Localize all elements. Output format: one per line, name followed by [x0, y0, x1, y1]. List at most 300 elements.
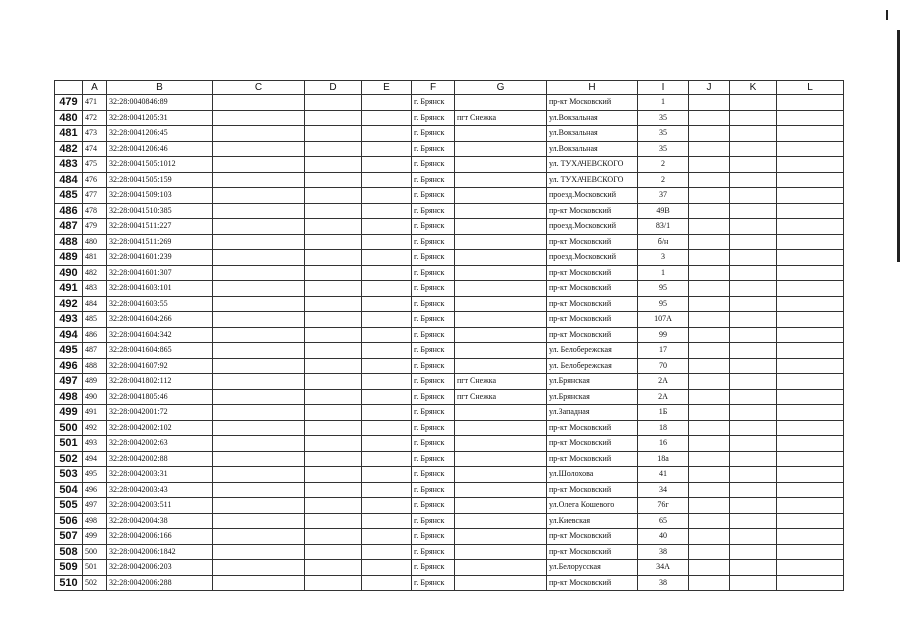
cell-j[interactable] — [689, 451, 730, 467]
cell-a[interactable]: 473 — [83, 126, 107, 142]
cell-l[interactable] — [777, 281, 844, 297]
cell-j[interactable] — [689, 389, 730, 405]
cell-j[interactable] — [689, 110, 730, 126]
cell-c[interactable] — [213, 188, 305, 204]
cell-c[interactable] — [213, 234, 305, 250]
cell-d[interactable] — [305, 343, 362, 359]
cell-i[interactable]: 83/1 — [638, 219, 689, 235]
cell-l[interactable] — [777, 157, 844, 173]
cell-g[interactable]: пгт Снежка — [455, 110, 547, 126]
cell-k[interactable] — [730, 172, 777, 188]
cell-h[interactable]: пр-кт Московский — [547, 544, 638, 560]
cell-f[interactable]: г. Брянск — [412, 389, 455, 405]
cell-e[interactable] — [362, 451, 412, 467]
cell-f[interactable]: г. Брянск — [412, 498, 455, 514]
cell-l[interactable] — [777, 405, 844, 421]
cell-c[interactable] — [213, 420, 305, 436]
cell-b[interactable]: 32:28:0042006:203 — [107, 560, 213, 576]
cell-e[interactable] — [362, 560, 412, 576]
cell-e[interactable] — [362, 436, 412, 452]
cell-a[interactable]: 472 — [83, 110, 107, 126]
cell-k[interactable] — [730, 126, 777, 142]
row-number[interactable]: 481 — [55, 126, 83, 142]
cell-g[interactable] — [455, 234, 547, 250]
cell-h[interactable]: ул.Вокзальная — [547, 126, 638, 142]
cell-e[interactable] — [362, 327, 412, 343]
cell-i[interactable]: 65 — [638, 513, 689, 529]
cell-e[interactable] — [362, 188, 412, 204]
cell-i[interactable]: 2А — [638, 389, 689, 405]
row-number[interactable]: 507 — [55, 529, 83, 545]
cell-l[interactable] — [777, 172, 844, 188]
cell-h[interactable]: ул. Белобережская — [547, 343, 638, 359]
cell-d[interactable] — [305, 141, 362, 157]
cell-c[interactable] — [213, 157, 305, 173]
cell-l[interactable] — [777, 544, 844, 560]
cell-g[interactable] — [455, 405, 547, 421]
row-number[interactable]: 496 — [55, 358, 83, 374]
cell-j[interactable] — [689, 420, 730, 436]
cell-l[interactable] — [777, 343, 844, 359]
cell-h[interactable]: пр-кт Московский — [547, 327, 638, 343]
cell-h[interactable]: пр-кт Московский — [547, 529, 638, 545]
cell-l[interactable] — [777, 219, 844, 235]
cell-k[interactable] — [730, 188, 777, 204]
cell-k[interactable] — [730, 110, 777, 126]
cell-l[interactable] — [777, 498, 844, 514]
cell-k[interactable] — [730, 529, 777, 545]
cell-d[interactable] — [305, 296, 362, 312]
column-header-c[interactable]: C — [213, 81, 305, 95]
cell-b[interactable]: 32:28:0041603:101 — [107, 281, 213, 297]
cell-g[interactable] — [455, 141, 547, 157]
cell-d[interactable] — [305, 327, 362, 343]
row-number[interactable]: 483 — [55, 157, 83, 173]
cell-k[interactable] — [730, 203, 777, 219]
cell-g[interactable] — [455, 327, 547, 343]
cell-g[interactable] — [455, 265, 547, 281]
cell-a[interactable]: 475 — [83, 157, 107, 173]
cell-l[interactable] — [777, 436, 844, 452]
cell-c[interactable] — [213, 126, 305, 142]
row-number[interactable]: 502 — [55, 451, 83, 467]
row-number[interactable]: 485 — [55, 188, 83, 204]
cell-k[interactable] — [730, 312, 777, 328]
cell-l[interactable] — [777, 296, 844, 312]
cell-c[interactable] — [213, 312, 305, 328]
cell-a[interactable]: 489 — [83, 374, 107, 390]
cell-h[interactable]: пр-кт Московский — [547, 312, 638, 328]
cell-h[interactable]: ул. Белобережская — [547, 358, 638, 374]
cell-h[interactable]: ул.Западная — [547, 405, 638, 421]
row-number[interactable]: 491 — [55, 281, 83, 297]
cell-d[interactable] — [305, 172, 362, 188]
cell-c[interactable] — [213, 405, 305, 421]
cell-i[interactable]: 3 — [638, 250, 689, 266]
cell-e[interactable] — [362, 529, 412, 545]
cell-d[interactable] — [305, 95, 362, 111]
cell-e[interactable] — [362, 296, 412, 312]
cell-b[interactable]: 32:28:0041510:385 — [107, 203, 213, 219]
cell-a[interactable]: 481 — [83, 250, 107, 266]
cell-l[interactable] — [777, 234, 844, 250]
row-number[interactable]: 500 — [55, 420, 83, 436]
cell-i[interactable]: 95 — [638, 296, 689, 312]
cell-g[interactable] — [455, 296, 547, 312]
cell-b[interactable]: 32:28:0041805:46 — [107, 389, 213, 405]
cell-f[interactable]: г. Брянск — [412, 451, 455, 467]
cell-c[interactable] — [213, 110, 305, 126]
cell-g[interactable] — [455, 281, 547, 297]
cell-j[interactable] — [689, 141, 730, 157]
cell-j[interactable] — [689, 529, 730, 545]
cell-k[interactable] — [730, 482, 777, 498]
cell-e[interactable] — [362, 405, 412, 421]
cell-k[interactable] — [730, 513, 777, 529]
cell-d[interactable] — [305, 265, 362, 281]
cell-i[interactable]: 107А — [638, 312, 689, 328]
cell-g[interactable] — [455, 157, 547, 173]
cell-b[interactable]: 32:28:0041205:31 — [107, 110, 213, 126]
cell-e[interactable] — [362, 374, 412, 390]
cell-l[interactable] — [777, 141, 844, 157]
cell-i[interactable]: 41 — [638, 467, 689, 483]
cell-j[interactable] — [689, 265, 730, 281]
cell-i[interactable]: 70 — [638, 358, 689, 374]
cell-b[interactable]: 32:28:0041603:55 — [107, 296, 213, 312]
cell-b[interactable]: 32:28:0041206:45 — [107, 126, 213, 142]
cell-k[interactable] — [730, 436, 777, 452]
cell-h[interactable]: пр-кт Московский — [547, 436, 638, 452]
cell-c[interactable] — [213, 141, 305, 157]
cell-j[interactable] — [689, 575, 730, 591]
cell-g[interactable] — [455, 126, 547, 142]
cell-h[interactable]: ул.Шолохова — [547, 467, 638, 483]
cell-f[interactable]: г. Брянск — [412, 327, 455, 343]
cell-d[interactable] — [305, 234, 362, 250]
cell-i[interactable]: 40 — [638, 529, 689, 545]
cell-j[interactable] — [689, 234, 730, 250]
cell-c[interactable] — [213, 250, 305, 266]
cell-j[interactable] — [689, 250, 730, 266]
row-number[interactable]: 509 — [55, 560, 83, 576]
cell-i[interactable]: 1Б — [638, 405, 689, 421]
cell-b[interactable]: 32:28:0041206:46 — [107, 141, 213, 157]
cell-f[interactable]: г. Брянск — [412, 544, 455, 560]
cell-d[interactable] — [305, 420, 362, 436]
row-number[interactable]: 510 — [55, 575, 83, 591]
cell-e[interactable] — [362, 157, 412, 173]
row-number[interactable]: 504 — [55, 482, 83, 498]
cell-g[interactable] — [455, 203, 547, 219]
cell-i[interactable]: 35 — [638, 126, 689, 142]
cell-g[interactable] — [455, 312, 547, 328]
cell-f[interactable]: г. Брянск — [412, 296, 455, 312]
cell-d[interactable] — [305, 467, 362, 483]
cell-e[interactable] — [362, 172, 412, 188]
row-number[interactable]: 484 — [55, 172, 83, 188]
cell-l[interactable] — [777, 327, 844, 343]
cell-b[interactable]: 32:28:0041511:269 — [107, 234, 213, 250]
row-number[interactable]: 505 — [55, 498, 83, 514]
cell-e[interactable] — [362, 482, 412, 498]
cell-j[interactable] — [689, 343, 730, 359]
row-number[interactable]: 486 — [55, 203, 83, 219]
cell-b[interactable]: 32:28:0042006:166 — [107, 529, 213, 545]
cell-f[interactable]: г. Брянск — [412, 234, 455, 250]
cell-l[interactable] — [777, 467, 844, 483]
cell-h[interactable]: пр-кт Московский — [547, 296, 638, 312]
cell-e[interactable] — [362, 281, 412, 297]
cell-b[interactable]: 32:28:0042004:38 — [107, 513, 213, 529]
cell-c[interactable] — [213, 265, 305, 281]
row-number[interactable]: 492 — [55, 296, 83, 312]
cell-k[interactable] — [730, 234, 777, 250]
cell-b[interactable]: 32:28:0042003:43 — [107, 482, 213, 498]
cell-e[interactable] — [362, 389, 412, 405]
row-number[interactable]: 495 — [55, 343, 83, 359]
cell-l[interactable] — [777, 126, 844, 142]
cell-h[interactable]: пр-кт Московский — [547, 265, 638, 281]
cell-e[interactable] — [362, 141, 412, 157]
cell-f[interactable]: г. Брянск — [412, 172, 455, 188]
cell-f[interactable]: г. Брянск — [412, 188, 455, 204]
row-number[interactable]: 501 — [55, 436, 83, 452]
cell-d[interactable] — [305, 451, 362, 467]
cell-b[interactable]: 32:28:0041604:342 — [107, 327, 213, 343]
cell-c[interactable] — [213, 560, 305, 576]
column-header-i[interactable]: I — [638, 81, 689, 95]
cell-d[interactable] — [305, 498, 362, 514]
cell-e[interactable] — [362, 250, 412, 266]
cell-i[interactable]: 49В — [638, 203, 689, 219]
cell-i[interactable]: 17 — [638, 343, 689, 359]
cell-k[interactable] — [730, 467, 777, 483]
cell-d[interactable] — [305, 157, 362, 173]
cell-j[interactable] — [689, 172, 730, 188]
cell-b[interactable]: 32:28:0042002:63 — [107, 436, 213, 452]
cell-i[interactable]: б/н — [638, 234, 689, 250]
cell-d[interactable] — [305, 203, 362, 219]
cell-e[interactable] — [362, 544, 412, 560]
cell-f[interactable]: г. Брянск — [412, 374, 455, 390]
cell-a[interactable]: 491 — [83, 405, 107, 421]
cell-h[interactable]: ул.Вокзальная — [547, 141, 638, 157]
cell-i[interactable]: 34 — [638, 482, 689, 498]
cell-i[interactable]: 38 — [638, 544, 689, 560]
cell-b[interactable]: 32:28:0041509:103 — [107, 188, 213, 204]
row-number[interactable]: 480 — [55, 110, 83, 126]
cell-g[interactable] — [455, 172, 547, 188]
row-number[interactable]: 503 — [55, 467, 83, 483]
cell-i[interactable]: 2 — [638, 157, 689, 173]
cell-a[interactable]: 480 — [83, 234, 107, 250]
cell-i[interactable]: 34А — [638, 560, 689, 576]
cell-j[interactable] — [689, 95, 730, 111]
cell-c[interactable] — [213, 203, 305, 219]
cell-l[interactable] — [777, 110, 844, 126]
cell-b[interactable]: 32:28:0041505:1012 — [107, 157, 213, 173]
cell-j[interactable] — [689, 296, 730, 312]
cell-a[interactable]: 498 — [83, 513, 107, 529]
column-header-l[interactable]: L — [777, 81, 844, 95]
cell-c[interactable] — [213, 482, 305, 498]
cell-g[interactable] — [455, 188, 547, 204]
cell-i[interactable]: 16 — [638, 436, 689, 452]
row-number[interactable]: 499 — [55, 405, 83, 421]
cell-i[interactable]: 2А — [638, 374, 689, 390]
cell-a[interactable]: 494 — [83, 451, 107, 467]
cell-k[interactable] — [730, 281, 777, 297]
cell-a[interactable]: 492 — [83, 420, 107, 436]
cell-a[interactable]: 474 — [83, 141, 107, 157]
cell-l[interactable] — [777, 358, 844, 374]
cell-d[interactable] — [305, 188, 362, 204]
cell-a[interactable]: 482 — [83, 265, 107, 281]
cell-h[interactable]: ул.Брянская — [547, 389, 638, 405]
cell-b[interactable]: 32:28:0042002:88 — [107, 451, 213, 467]
cell-g[interactable]: пгт Снежка — [455, 374, 547, 390]
cell-b[interactable]: 32:28:0042003:511 — [107, 498, 213, 514]
cell-h[interactable]: ул.Брянская — [547, 374, 638, 390]
cell-a[interactable]: 487 — [83, 343, 107, 359]
cell-a[interactable]: 499 — [83, 529, 107, 545]
cell-d[interactable] — [305, 126, 362, 142]
cell-e[interactable] — [362, 420, 412, 436]
cell-h[interactable]: проезд.Московский — [547, 188, 638, 204]
cell-d[interactable] — [305, 389, 362, 405]
cell-a[interactable]: 495 — [83, 467, 107, 483]
cell-h[interactable]: пр-кт Московский — [547, 203, 638, 219]
cell-b[interactable]: 32:28:0042002:102 — [107, 420, 213, 436]
cell-a[interactable]: 500 — [83, 544, 107, 560]
cell-i[interactable]: 1 — [638, 95, 689, 111]
cell-l[interactable] — [777, 451, 844, 467]
cell-c[interactable] — [213, 529, 305, 545]
cell-b[interactable]: 32:28:0042006:288 — [107, 575, 213, 591]
cell-j[interactable] — [689, 436, 730, 452]
cell-f[interactable]: г. Брянск — [412, 141, 455, 157]
cell-j[interactable] — [689, 188, 730, 204]
cell-f[interactable]: г. Брянск — [412, 358, 455, 374]
cell-c[interactable] — [213, 95, 305, 111]
cell-j[interactable] — [689, 482, 730, 498]
cell-l[interactable] — [777, 203, 844, 219]
cell-d[interactable] — [305, 312, 362, 328]
cell-c[interactable] — [213, 281, 305, 297]
cell-d[interactable] — [305, 358, 362, 374]
cell-d[interactable] — [305, 513, 362, 529]
column-header-j[interactable]: J — [689, 81, 730, 95]
cell-a[interactable]: 479 — [83, 219, 107, 235]
cell-j[interactable] — [689, 560, 730, 576]
cell-l[interactable] — [777, 575, 844, 591]
cell-j[interactable] — [689, 126, 730, 142]
cell-a[interactable]: 483 — [83, 281, 107, 297]
cell-f[interactable]: г. Брянск — [412, 467, 455, 483]
cell-f[interactable]: г. Брянск — [412, 157, 455, 173]
cell-i[interactable]: 99 — [638, 327, 689, 343]
row-number[interactable]: 493 — [55, 312, 83, 328]
cell-g[interactable] — [455, 467, 547, 483]
cell-l[interactable] — [777, 482, 844, 498]
cell-j[interactable] — [689, 405, 730, 421]
row-number[interactable]: 488 — [55, 234, 83, 250]
cell-c[interactable] — [213, 374, 305, 390]
cell-d[interactable] — [305, 250, 362, 266]
cell-f[interactable]: г. Брянск — [412, 110, 455, 126]
cell-k[interactable] — [730, 575, 777, 591]
cell-l[interactable] — [777, 529, 844, 545]
cell-j[interactable] — [689, 203, 730, 219]
cell-g[interactable] — [455, 219, 547, 235]
cell-f[interactable]: г. Брянск — [412, 312, 455, 328]
cell-a[interactable]: 502 — [83, 575, 107, 591]
cell-l[interactable] — [777, 389, 844, 405]
cell-h[interactable]: пр-кт Московский — [547, 451, 638, 467]
cell-l[interactable] — [777, 560, 844, 576]
cell-c[interactable] — [213, 575, 305, 591]
cell-k[interactable] — [730, 219, 777, 235]
cell-l[interactable] — [777, 188, 844, 204]
cell-b[interactable]: 32:28:0041607:92 — [107, 358, 213, 374]
cell-d[interactable] — [305, 482, 362, 498]
cell-d[interactable] — [305, 110, 362, 126]
cell-l[interactable] — [777, 95, 844, 111]
cell-k[interactable] — [730, 451, 777, 467]
cell-f[interactable]: г. Брянск — [412, 560, 455, 576]
row-number[interactable]: 508 — [55, 544, 83, 560]
cell-c[interactable] — [213, 513, 305, 529]
cell-k[interactable] — [730, 343, 777, 359]
cell-e[interactable] — [362, 498, 412, 514]
cell-e[interactable] — [362, 126, 412, 142]
cell-c[interactable] — [213, 389, 305, 405]
cell-k[interactable] — [730, 405, 777, 421]
cell-c[interactable] — [213, 544, 305, 560]
cell-g[interactable] — [455, 560, 547, 576]
cell-i[interactable]: 37 — [638, 188, 689, 204]
cell-e[interactable] — [362, 358, 412, 374]
cell-h[interactable]: проезд.Московский — [547, 219, 638, 235]
cell-i[interactable]: 2 — [638, 172, 689, 188]
cell-k[interactable] — [730, 498, 777, 514]
cell-l[interactable] — [777, 374, 844, 390]
cell-l[interactable] — [777, 265, 844, 281]
cell-f[interactable]: г. Брянск — [412, 513, 455, 529]
cell-a[interactable]: 493 — [83, 436, 107, 452]
column-header-d[interactable]: D — [305, 81, 362, 95]
cell-i[interactable]: 95 — [638, 281, 689, 297]
cell-g[interactable] — [455, 575, 547, 591]
cell-b[interactable]: 32:28:0040846:89 — [107, 95, 213, 111]
column-header-g[interactable]: G — [455, 81, 547, 95]
cell-c[interactable] — [213, 358, 305, 374]
column-header-f[interactable]: F — [412, 81, 455, 95]
cell-d[interactable] — [305, 544, 362, 560]
cell-b[interactable]: 32:28:0041601:239 — [107, 250, 213, 266]
cell-c[interactable] — [213, 343, 305, 359]
cell-c[interactable] — [213, 172, 305, 188]
cell-e[interactable] — [362, 110, 412, 126]
cell-d[interactable] — [305, 560, 362, 576]
cell-j[interactable] — [689, 544, 730, 560]
cell-e[interactable] — [362, 265, 412, 281]
cell-h[interactable]: пр-кт Московский — [547, 482, 638, 498]
cell-g[interactable] — [455, 482, 547, 498]
cell-d[interactable] — [305, 529, 362, 545]
row-number[interactable]: 497 — [55, 374, 83, 390]
